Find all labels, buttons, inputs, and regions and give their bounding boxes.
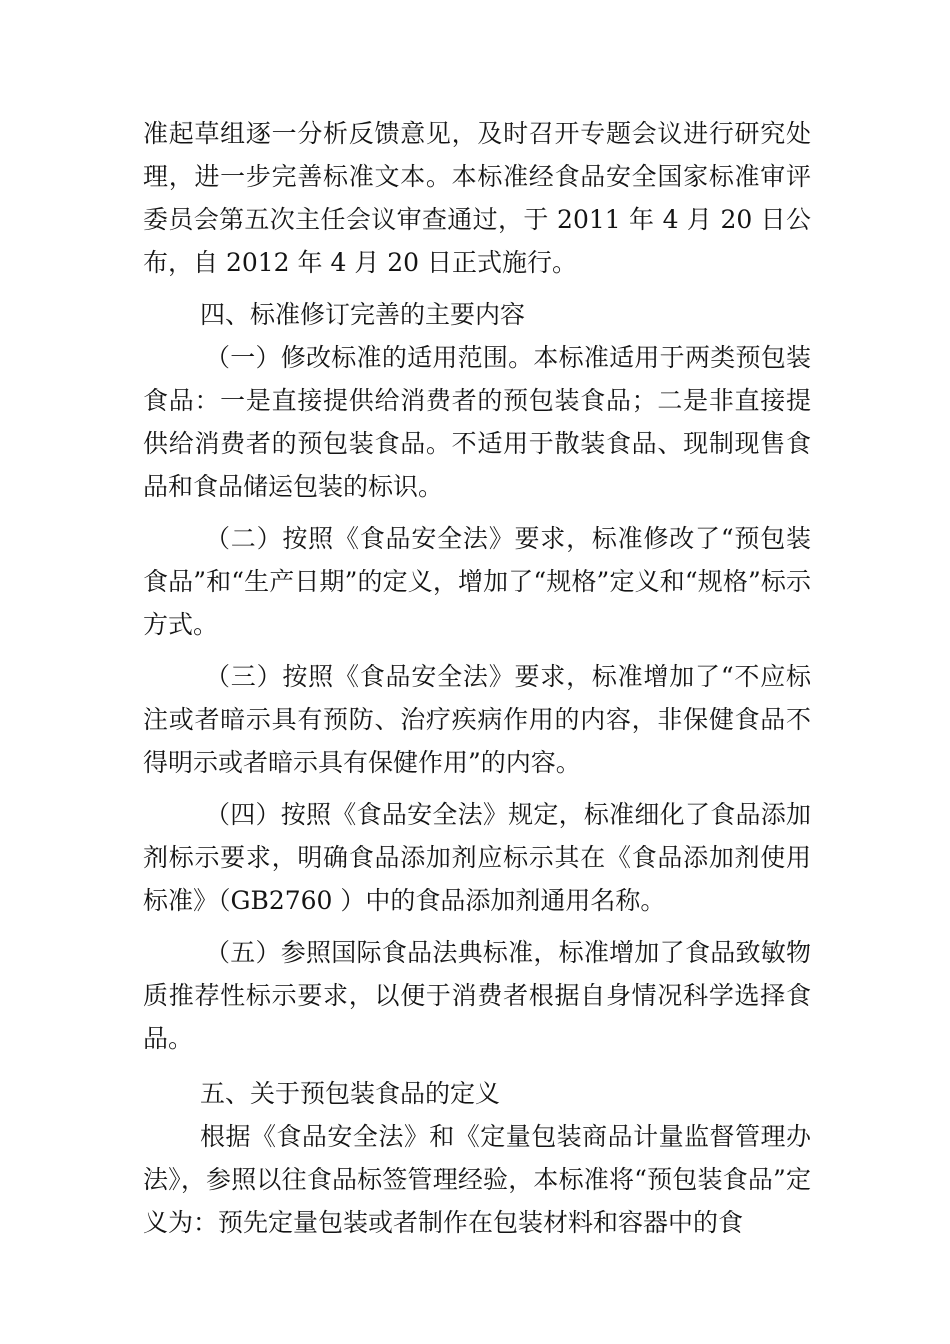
paragraph-additives: （四）按照《食品安全法》规定，标准细化了食品添加剂标示要求，明确食品添加剂应标示其在《食品添加剂使用标准》（GB2760 ）中的食品添加剂通用名称。 — [143, 800, 811, 915]
paragraph-prepackaged-definition: 根据《食品安全法》和《定量包装商品计量监督管理办法》，参照以往食品标签管理经验，本标准将“预包装食品”定义为：预先定量包装或者制作在包装材料和容器中的食 — [143, 1122, 811, 1237]
paragraph-allergens: （五）参照国际食品法典标准，标准增加了食品致敏物质推荐性标示要求，以便于消费者根据自身情况科学选择食品。 — [143, 938, 811, 1053]
section-heading-4: 四、标准修订完善的主要内容 — [200, 300, 526, 329]
paragraph-health-claims: （三）按照《食品安全法》要求，标准增加了“不应标注或者暗示具有预防、治疗疾病作用的内容，非保健食品不得明示或者暗示具有保健作用”的内容。 — [143, 662, 811, 777]
paragraph-scope: （一）修改标准的适用范围。本标准适用于两类预包装食品：一是直接提供给消费者的预包装食品；二是非直接提供给消费者的预包装食品。不适用于散装食品、现制现售食品和食品储运包装的标识。 — [143, 343, 811, 501]
paragraph-approval-process: 准起草组逐一分析反馈意见，及时召开专题会议进行研究处理，进一步完善标准文本。本标准经食品安全国家标准审评委员会第五次主任会议审查通过，于 2011 年 4 月 20 日公布，自 2012 年 4 月 20 日正式施行。 — [143, 119, 811, 277]
document-body — [143, 112, 811, 1244]
paragraph-definitions: （二）按照《食品安全法》要求，标准修改了“预包装食品”和“生产日期”的定义，增加了“规格”定义和“规格”标示方式。 — [143, 524, 811, 639]
section-heading-5: 五、关于预包装食品的定义 — [200, 1079, 501, 1108]
